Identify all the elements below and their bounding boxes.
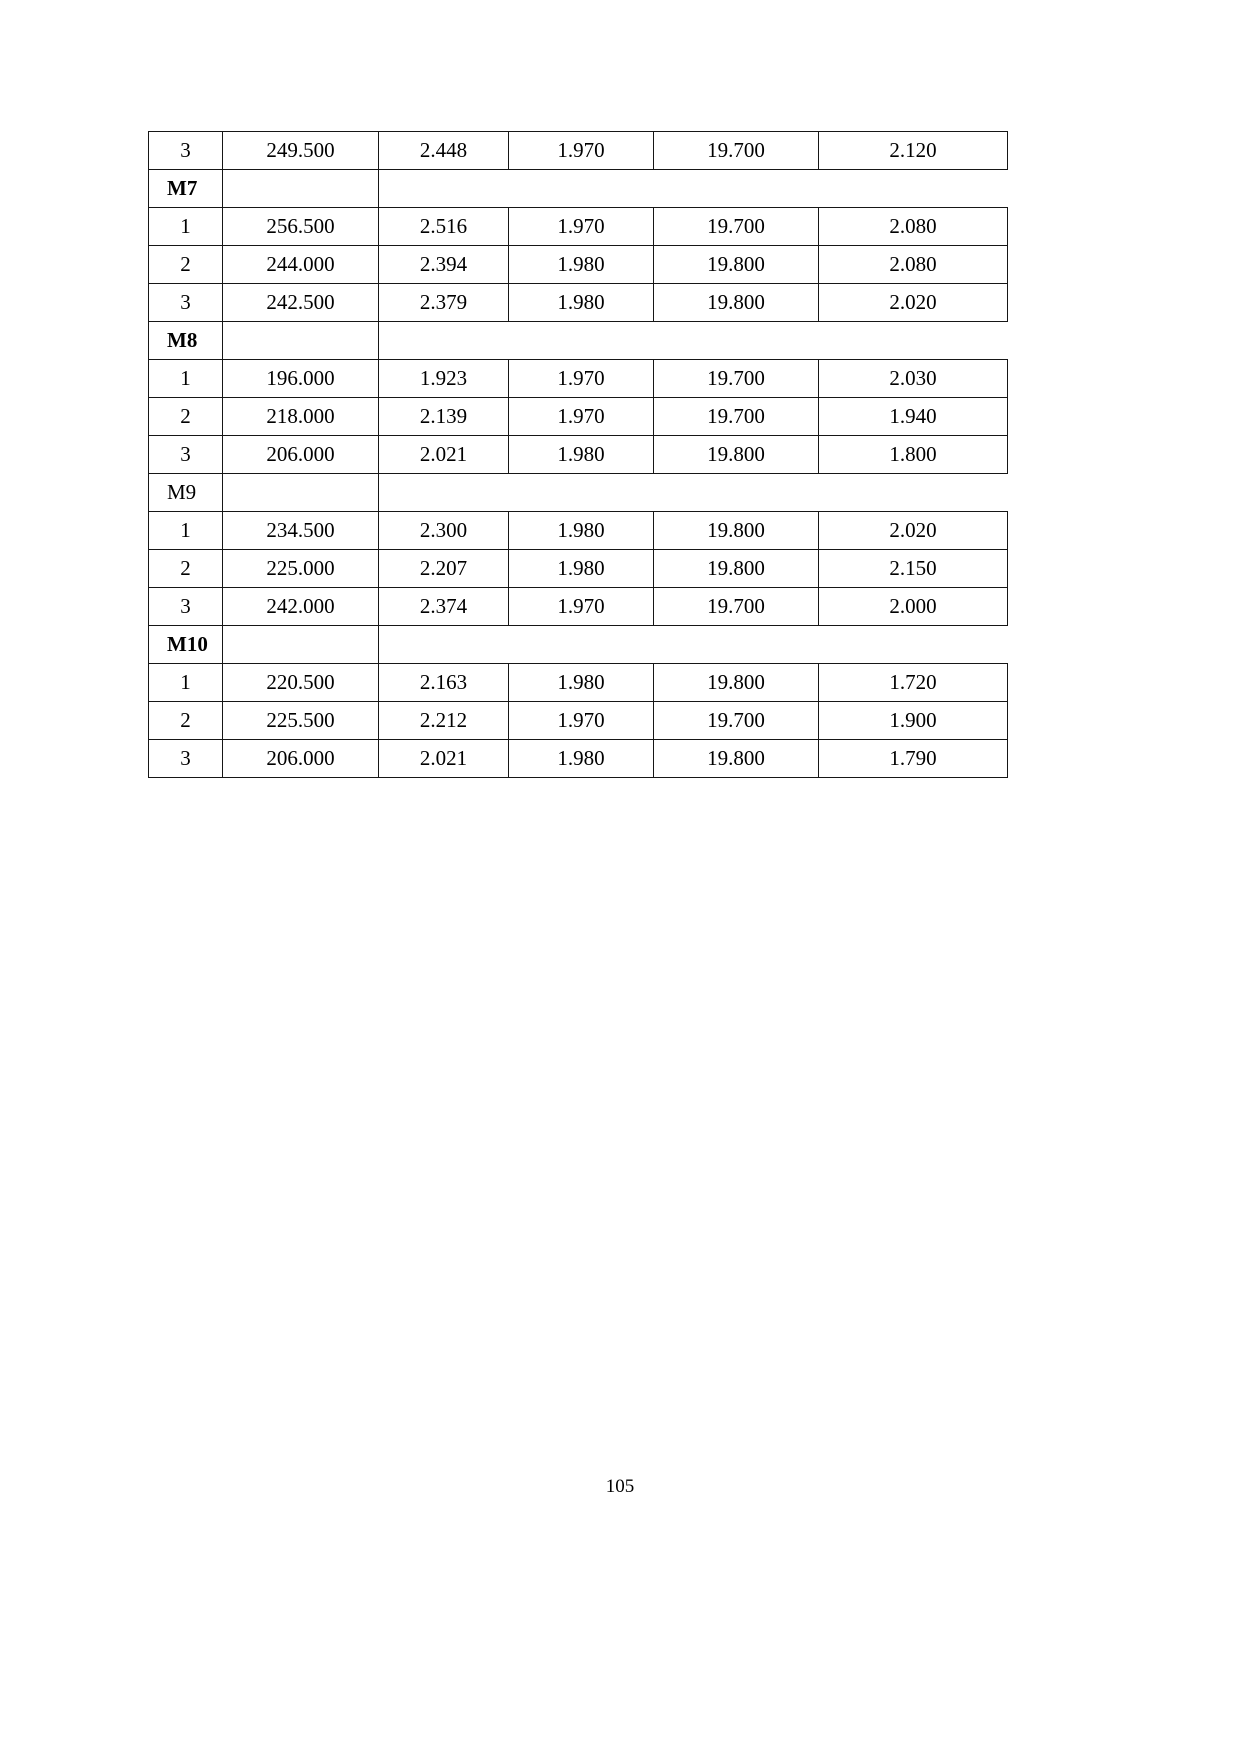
page-number: 105	[605, 1476, 635, 1497]
table-cell: 1	[149, 360, 223, 398]
table-cell: 2	[149, 702, 223, 740]
table-cell: 256.500	[223, 208, 379, 246]
table-cell: 1.970	[509, 208, 654, 246]
table-cell: 2.020	[819, 284, 1008, 322]
table-cell: 225.500	[223, 702, 379, 740]
table-cell: 2.080	[819, 208, 1008, 246]
table-cell: 225.000	[223, 550, 379, 588]
table-cell: 19.800	[654, 512, 819, 550]
table-cell: 19.800	[654, 550, 819, 588]
table-cell: 19.800	[654, 246, 819, 284]
table-cell: 244.000	[223, 246, 379, 284]
table-cell: 1.970	[509, 588, 654, 626]
section-header-row	[149, 322, 1008, 360]
table-cell: 1.980	[509, 664, 654, 702]
section-header-row	[149, 474, 1008, 512]
section-spacer-cell	[379, 474, 1008, 512]
table-cell: 2.207	[379, 550, 509, 588]
table-cell: 2.300	[379, 512, 509, 550]
table-cell: 2.163	[379, 664, 509, 702]
table-cell: 1.980	[509, 512, 654, 550]
table-row	[149, 664, 1008, 702]
table-cell: 1	[149, 208, 223, 246]
table-cell: 220.500	[223, 664, 379, 702]
section-label-cell: M7	[149, 170, 223, 208]
table-row	[149, 246, 1008, 284]
table-cell: 19.700	[654, 132, 819, 170]
section-empty-cell	[223, 474, 379, 512]
table-cell: 2.212	[379, 702, 509, 740]
table-cell: 206.000	[223, 436, 379, 474]
measurements-table-body	[149, 132, 1008, 778]
table-row	[149, 550, 1008, 588]
table-cell: 19.800	[654, 284, 819, 322]
measurements-table	[148, 131, 1008, 778]
table-cell: 1.970	[509, 132, 654, 170]
table-cell: 3	[149, 132, 223, 170]
table-cell: 1	[149, 512, 223, 550]
table-cell: 2.150	[819, 550, 1008, 588]
table-cell: 3	[149, 588, 223, 626]
table-cell: 2.000	[819, 588, 1008, 626]
table-row	[149, 512, 1008, 550]
section-empty-cell	[223, 626, 379, 664]
table-cell: 1.970	[509, 360, 654, 398]
table-cell: 19.700	[654, 588, 819, 626]
table-cell: 1.980	[509, 246, 654, 284]
table-cell: 1.980	[509, 284, 654, 322]
table-cell: 196.000	[223, 360, 379, 398]
table-cell: 1.980	[509, 740, 654, 778]
table-cell: 1.790	[819, 740, 1008, 778]
section-spacer-cell	[379, 626, 1008, 664]
table-cell: 2	[149, 246, 223, 284]
table-cell: 19.700	[654, 702, 819, 740]
table-cell: 218.000	[223, 398, 379, 436]
table-row	[149, 588, 1008, 626]
table-cell: 1.980	[509, 436, 654, 474]
table-row	[149, 398, 1008, 436]
table-cell: 2.021	[379, 740, 509, 778]
table-cell: 2.030	[819, 360, 1008, 398]
table-cell: 2	[149, 550, 223, 588]
table-cell: 206.000	[223, 740, 379, 778]
table-cell: 1.940	[819, 398, 1008, 436]
section-empty-cell	[223, 322, 379, 360]
table-cell: 3	[149, 284, 223, 322]
table-cell: 19.800	[654, 436, 819, 474]
table-row	[149, 436, 1008, 474]
table-cell: 1.970	[509, 702, 654, 740]
table-cell: 1.800	[819, 436, 1008, 474]
table-cell: 1.923	[379, 360, 509, 398]
table-row	[149, 208, 1008, 246]
section-empty-cell	[223, 170, 379, 208]
table-cell: 19.700	[654, 208, 819, 246]
table-cell: 19.700	[654, 360, 819, 398]
table-cell: 2.516	[379, 208, 509, 246]
table-cell: 19.700	[654, 398, 819, 436]
section-header-row	[149, 626, 1008, 664]
table-cell: 1.980	[509, 550, 654, 588]
table-cell: 2.020	[819, 512, 1008, 550]
section-spacer-cell	[379, 322, 1008, 360]
table-cell: 242.500	[223, 284, 379, 322]
table-row	[149, 702, 1008, 740]
table-cell: 2.021	[379, 436, 509, 474]
section-spacer-cell	[379, 170, 1008, 208]
section-header-row	[149, 170, 1008, 208]
table-row	[149, 360, 1008, 398]
table-cell: 2.120	[819, 132, 1008, 170]
table-cell: 1	[149, 664, 223, 702]
table-cell: 249.500	[223, 132, 379, 170]
table-cell: 3	[149, 436, 223, 474]
section-label-cell: M10	[149, 626, 223, 664]
table-cell: 1.900	[819, 702, 1008, 740]
table-cell: 2.394	[379, 246, 509, 284]
table-cell: 2.139	[379, 398, 509, 436]
table-cell: 3	[149, 740, 223, 778]
section-label-cell: M9	[149, 474, 223, 512]
table-row	[149, 132, 1008, 170]
table-cell: 19.800	[654, 740, 819, 778]
table-cell: 2	[149, 398, 223, 436]
table-cell: 2.448	[379, 132, 509, 170]
table-cell: 1.720	[819, 664, 1008, 702]
table-cell: 2.379	[379, 284, 509, 322]
section-label-cell: M8	[149, 322, 223, 360]
table-row	[149, 740, 1008, 778]
table-cell: 1.970	[509, 398, 654, 436]
table-cell: 2.080	[819, 246, 1008, 284]
table-cell: 242.000	[223, 588, 379, 626]
table-row	[149, 284, 1008, 322]
table-cell: 234.500	[223, 512, 379, 550]
table-cell: 19.800	[654, 664, 819, 702]
table-cell: 2.374	[379, 588, 509, 626]
